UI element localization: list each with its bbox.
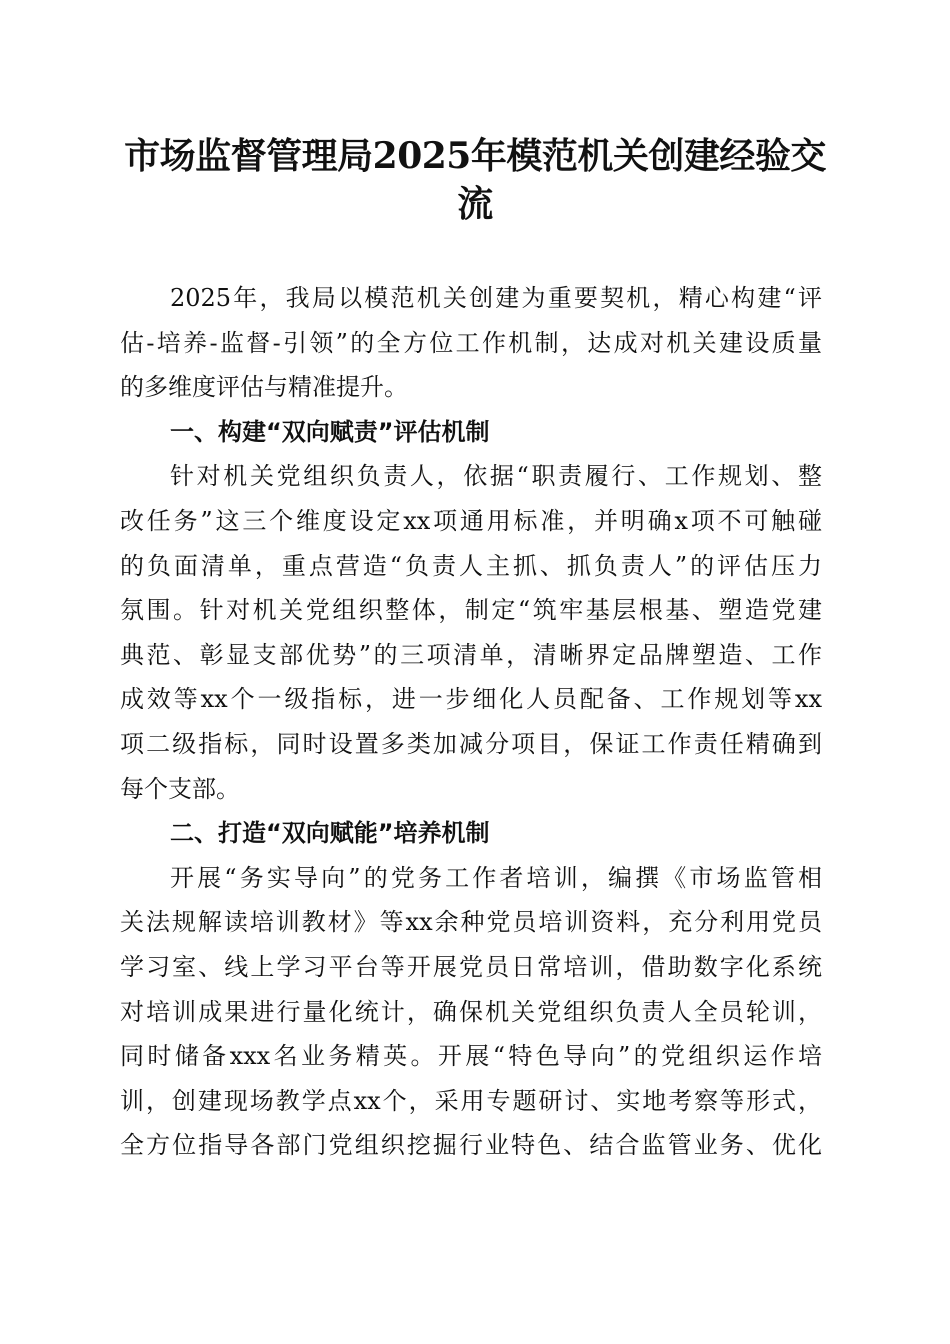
paragraph-line: 同时储备xxx名业务精英。开展“特色导向”的党组织运作培 [120, 1042, 822, 1071]
paragraph-line: 氛围。针对机关党组织整体，制定“筑牢基层根基、塑造党建 [120, 596, 822, 625]
paragraph [120, 276, 822, 410]
paragraph-line: 全方位指导各部门党组织挖掘行业特色、结合监管业务、优化 [120, 1131, 822, 1160]
paragraph-line: 针对机关党组织负责人，依据“职责履行、工作规划、整 [170, 462, 822, 491]
paragraph-line: 开展“务实导向”的党务工作者培训，编撰《市场监管相 [170, 863, 822, 892]
section-heading: 一、构建“双向赋责”评估机制 [170, 417, 490, 446]
paragraph-line: 典范、彰显支部优势”的三项清单，清晰界定品牌塑造、工作 [120, 640, 822, 669]
paragraph-line: 学习室、线上学习平台等开展党员日常培训，借助数字化系统 [120, 952, 822, 981]
paragraph-line: 对培训成果进行量化统计，确保机关党组织负责人全员轮训， [120, 997, 822, 1026]
paragraph [120, 856, 822, 1168]
title-line-2: 流 [457, 183, 493, 225]
document-body [120, 276, 822, 1168]
paragraph-line: 改任务”这三个维度设定xx项通用标准，并明确x项不可触碰 [120, 506, 822, 535]
paragraph-line: 训，创建现场教学点xx个，采用专题研讨、实地考察等形式， [120, 1086, 822, 1115]
paragraph-line: 2025年，我局以模范机关创建为重要契机，精心构建“评 [170, 284, 822, 312]
paragraph-line: 估-培养-监督-引领”的全方位工作机制，达成对机关建设质量 [120, 328, 822, 357]
paragraph-line: 关法规解读培训教材》等xx余种党员培训资料，充分利用党员 [120, 908, 822, 937]
paragraph-line: 成效等xx个一级指标，进一步细化人员配备、工作规划等xx [120, 685, 822, 714]
paragraph-line: 的多维度评估与精准提升。 [120, 373, 408, 402]
paragraph-line: 项二级指标，同时设置多类加减分项目，保证工作责任精确到 [120, 729, 822, 758]
title-line-1: 市场监督管理局2025年模范机关创建经验交 [124, 135, 826, 177]
paragraph-line: 每个支部。 [120, 774, 240, 803]
paragraph [120, 454, 822, 811]
paragraph-line: 的负面清单，重点营造“负责人主抓、抓负责人”的评估压力 [120, 551, 822, 580]
document-title [110, 132, 840, 228]
section-heading: 二、打造“双向赋能”培养机制 [170, 819, 490, 848]
